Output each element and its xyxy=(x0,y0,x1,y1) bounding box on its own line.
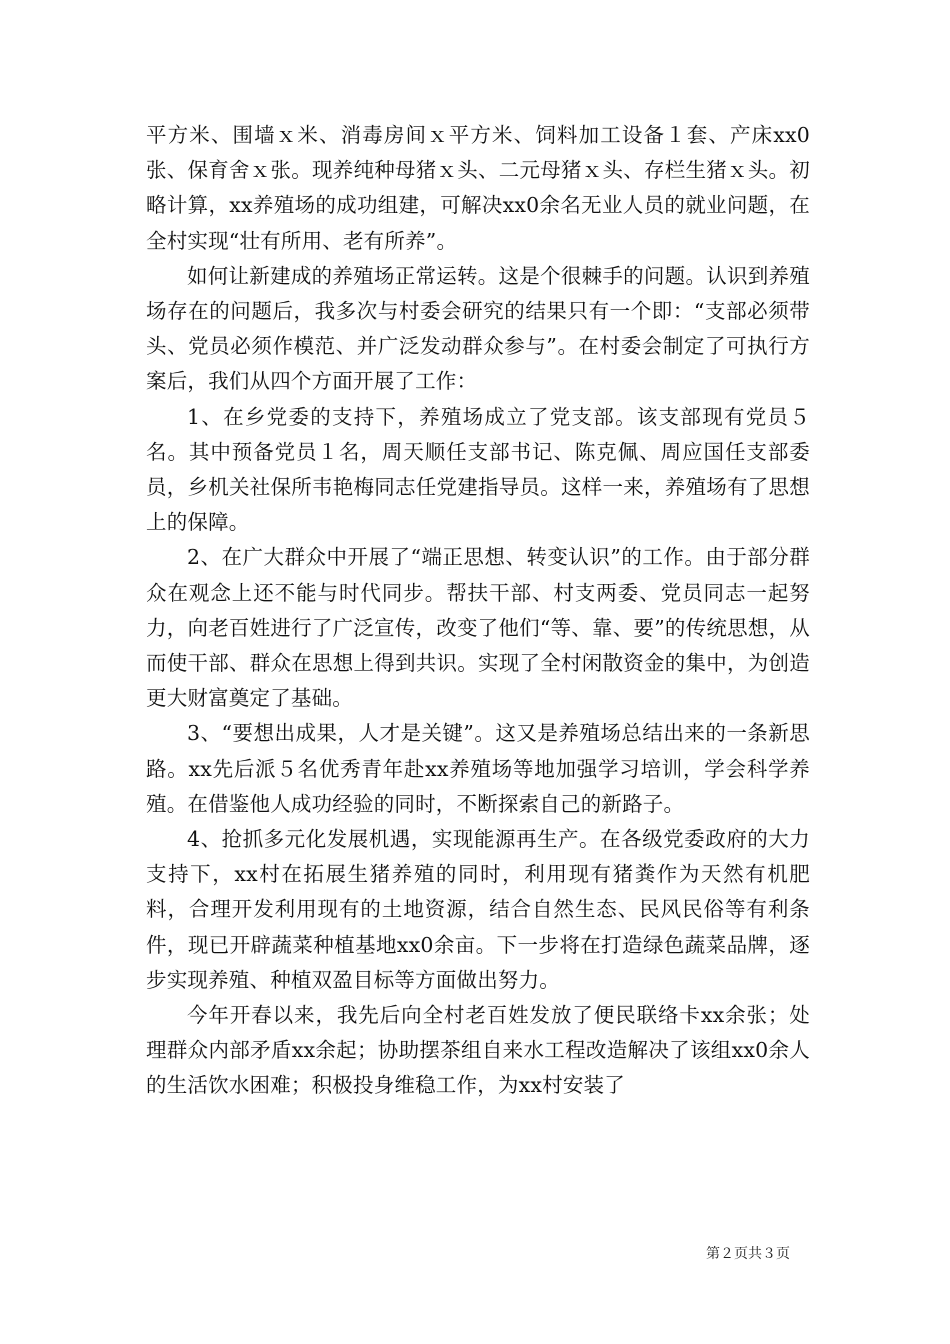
paragraph-operation-plan: 如何让新建成的养殖场正常运转。这是个很棘手的问题。认识到养殖场存在的问题后，我多次与村委会研究的结果只有一个即：“支部必须带头、党员必须作模范、并广泛发动群众参与”。在村委会制定了可执行方案后，我们从四个方面开展了工作： xyxy=(146,263,810,394)
document-body xyxy=(146,118,810,1104)
paragraph-item-4-diversification: 4、抢抓多元化发展机遇，实现能源再生产。在各级党委政府的大力支持下，xx村在拓展生猪养殖的同时，利用现有猪粪作为天然有机肥料，合理开发利用现有的土地资源，结合自然生态、民风民俗等有利条件，现已开辟蔬菜种植基地xx0余亩。下一步将在打造绿色蔬菜品牌，逐步实现养殖、种植双盈目标等方面做出努力。 xyxy=(146,827,810,992)
paragraph-this-spring: 今年开春以来，我先后向全村老百姓发放了便民联络卡xx余张；处理群众内部矛盾xx余起；协助摆茶组自来水工程改造解决了该组xx0余人的生活饮水困难；积极投身维稳工作，为xx村安装了 xyxy=(146,1003,810,1098)
page-number-footer: 第２页共３页 xyxy=(706,1246,790,1262)
paragraph-item-1-party-branch: 1、在乡党委的支持下，养殖场成立了党支部。该支部现有党员５名。其中预备党员１名，周天顺任支部书记、陈克佩、周应国任支部委员，乡机关社保所韦艳梅同志任党建指导员。这样一来，养殖场有了思想上的保障。 xyxy=(146,404,810,535)
paragraph-facilities: 平方米、围墙ｘ米、消毒房间ｘ平方米、饲料加工设备１套、产床xx0张、保育舍ｘ张。现养纯种母猪ｘ头、二元母猪ｘ头、存栏生猪ｘ头。初略计算，xx养殖场的成功组建，可解决xx0余名无业人员的就业问题，在全村实现“壮有所用、老有所养”。 xyxy=(146,123,810,253)
paragraph-item-2-mindset: 2、在广大群众中开展了“端正思想、转变认识”的工作。由于部分群众在观念上还不能与时代同步。帮扶干部、村支两委、党员同志一起努力，向老百姓进行了广泛宣传，改变了他们“等、靠、要”的传统思想，从而使干部、群众在思想上得到共识。实现了全村闲散资金的集中，为创造更大财富奠定了基础。 xyxy=(146,545,810,711)
paragraph-item-3-talent: 3、“要想出成果，人才是关键”。这又是养殖场总结出来的一条新思路。xx先后派５名优秀青年赴xx养殖场等地加强学习培训，学会科学养殖。在借鉴他人成功经验的同时，不断探索自己的新路子。 xyxy=(146,721,810,816)
